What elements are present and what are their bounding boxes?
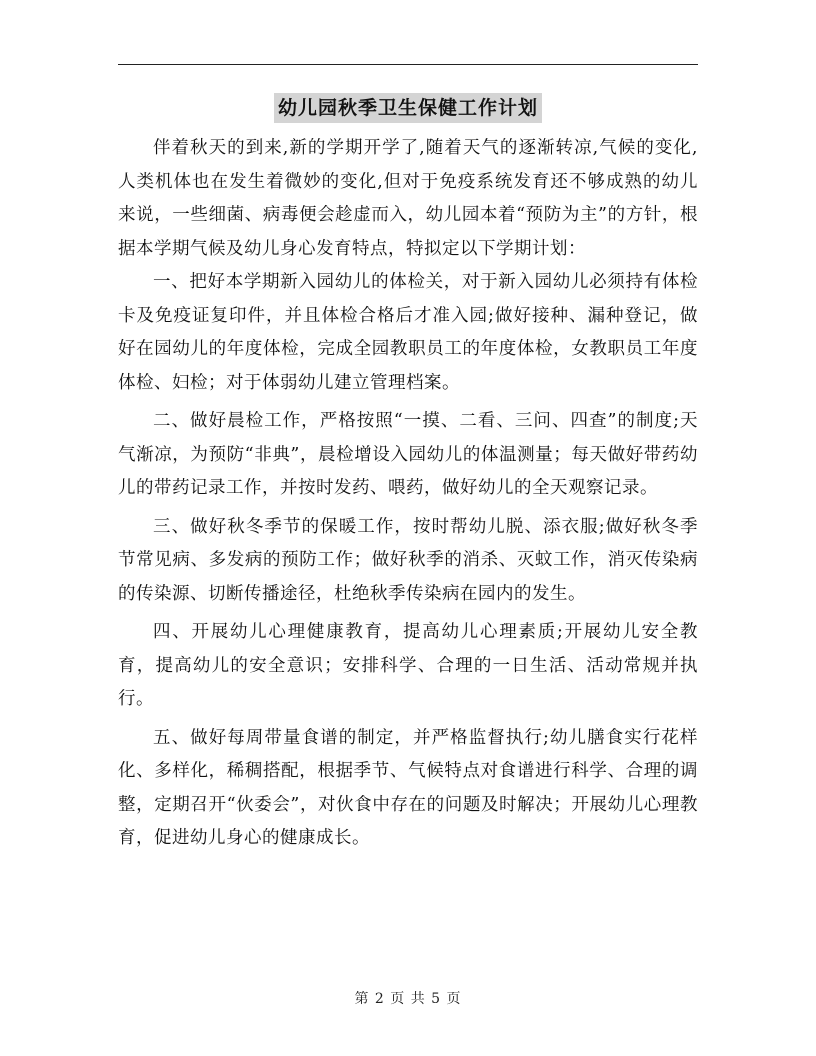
title-block bbox=[0, 93, 816, 123]
paragraph-item-2: 二、做好晨检工作，严格按照“一摸、二看、三问、四查”的制度;天气渐凉，为预防“非典”，晨检增设入园幼儿的体温测量；每天做好带药幼儿的带药记录工作，并按时发药、喂药，做好幼儿的全天观察记录。 bbox=[118, 411, 698, 498]
document-body bbox=[118, 132, 698, 856]
header-rule bbox=[118, 64, 698, 65]
paragraph-item-1: 一、把好本学期新入园幼儿的体检关，对于新入园幼儿必须持有体检卡及免疫证复印件，并且体检合格后才准入园;做好接种、漏种登记，做好在园幼儿的年度体检，完成全园教职员工的年度体检，女教职员工年度体检、妇检；对于体弱幼儿建立管理档案。 bbox=[118, 272, 698, 393]
document-title: 幼儿园秋季卫生保健工作计划 bbox=[274, 93, 542, 123]
paragraph-item-4: 四、开展幼儿心理健康教育，提高幼儿心理素质;开展幼儿安全教育，提高幼儿的安全意识；安排科学、合理的一日生活、活动常规并执行。 bbox=[118, 622, 698, 709]
paragraph-intro: 伴着秋天的到来,新的学期开学了,随着天气的逐渐转凉,气候的变化,人类机体也在发生着微妙的变化,但对于免疫系统发育还不够成熟的幼儿来说，一些细菌、病毒便会趁虚而入，幼儿园本着“预防为主”的方针，根据本学期气候及幼儿身心发育特点，特拟定以下学期计划： bbox=[118, 138, 698, 259]
paragraph-item-5: 五、做好每周带量食谱的制定，并严格监督执行;幼儿膳食实行花样化、多样化，稀稠搭配，根据季节、气候特点对食谱进行科学、合理的调整，定期召开“伙委会”，对伙食中存在的问题及时解决；开展幼儿心理教育，促进幼儿身心的健康成长。 bbox=[118, 727, 698, 848]
paragraph-item-3: 三、做好秋冬季节的保暖工作，按时帮幼儿脱、添衣服;做好秋冬季节常见病、多发病的预防工作；做好秋季的消杀、灭蚊工作，消灭传染病的传染源、切断传播途径，杜绝秋季传染病在园内的发生。 bbox=[118, 516, 698, 604]
page-number: 第 2 页 共 5 页 bbox=[354, 991, 462, 1007]
